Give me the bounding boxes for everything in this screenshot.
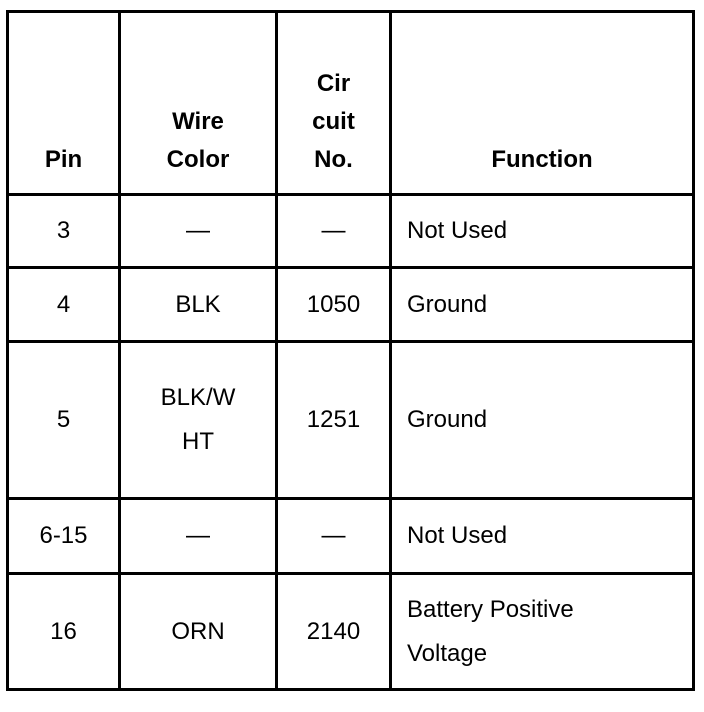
header-circuit-line: No. [314,146,353,173]
wire-color-line: HT [182,428,214,455]
wire-color-line: — [186,522,210,549]
function-line: Ground [407,406,488,433]
header-wire-color-line: Color [166,146,230,173]
header-circuit-no [277,12,391,195]
function-line: Ground [407,290,488,318]
function-line: Battery Positive [407,595,574,623]
function-cell [391,499,694,574]
table-row [8,195,694,268]
header-row [8,12,694,195]
circuit-cell: 1050 [277,268,391,342]
pin-cell: 6-15 [8,499,120,574]
circuit-cell: — [277,195,391,268]
header-function [391,12,694,195]
function-cell [391,268,694,342]
wire-color-cell [120,268,277,342]
pin-cell: 3 [8,195,120,268]
function-cell [391,574,694,690]
header-pin [8,12,120,195]
wire-color-cell [120,499,277,574]
wire-color-line: BLK/W [160,384,236,411]
header-wire-color-line: Wire [172,108,224,135]
wire-color-line: BLK [175,290,221,318]
pin-table [6,10,695,691]
pin-cell: 5 [8,342,120,499]
header-pin-line: Pin [44,146,83,173]
wire-color-line: — [186,217,210,244]
function-line: Voltage [407,639,488,667]
table-row [8,342,694,499]
function-line: Not Used [407,522,508,549]
header-circuit-line: Cir [316,70,351,97]
function-cell [391,342,694,499]
wire-color-cell [120,195,277,268]
pin-cell: 4 [8,268,120,342]
wire-color-cell [120,574,277,690]
circuit-cell: 2140 [277,574,391,690]
header-function-line: Function [491,146,593,173]
header-circuit-line: cuit [312,108,355,135]
wire-color-cell [120,342,277,499]
function-cell [391,195,694,268]
table-row [8,574,694,690]
circuit-cell: — [277,499,391,574]
table-row [8,499,694,574]
function-line: Not Used [407,217,508,244]
pin-cell: 16 [8,574,120,690]
header-wire-color [120,12,277,195]
table-row [8,268,694,342]
wire-color-line: ORN [171,617,225,645]
circuit-cell: 1251 [277,342,391,499]
